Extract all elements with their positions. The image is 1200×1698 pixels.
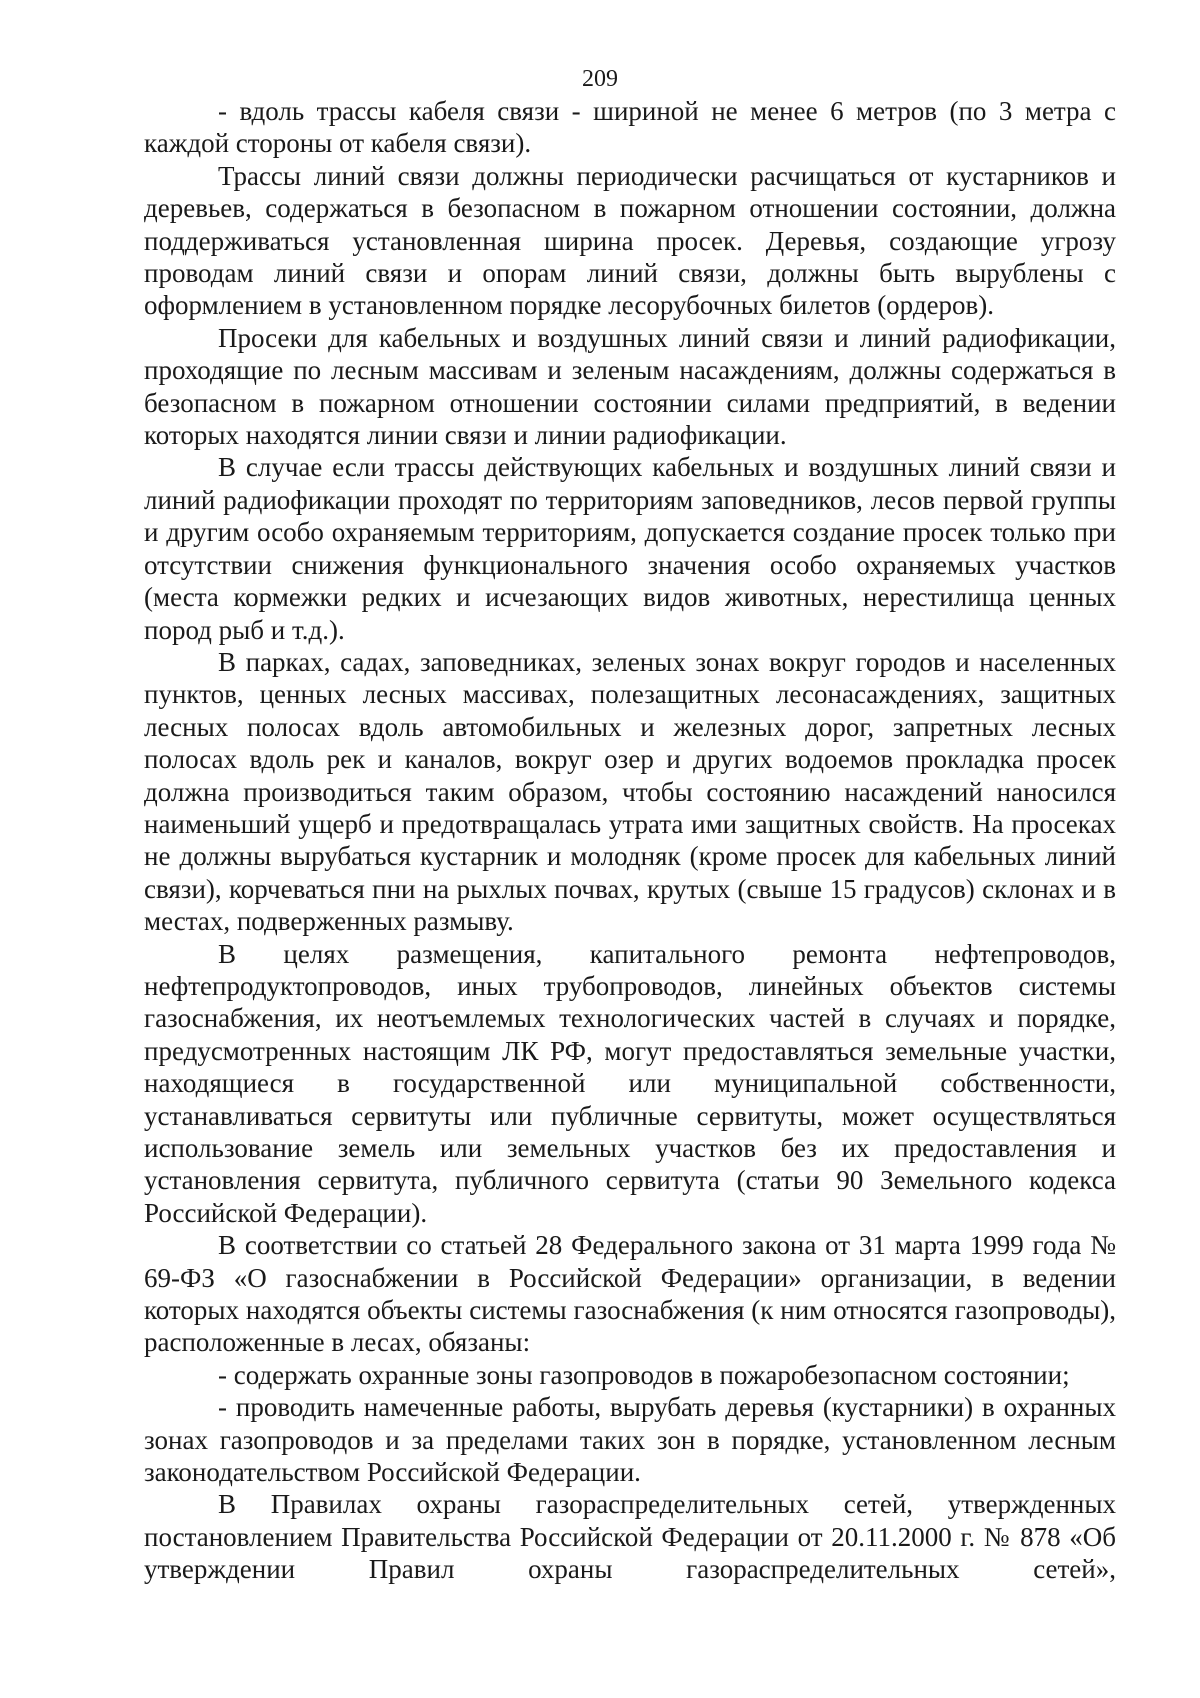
paragraph: В Правилах охраны газораспределительных сетей, утвержденных постановлением Правительства Российской Федерации от 20.11.2000 г. № 878 «Об утверждении Правил охраны газораспределительных сетей», — [144, 1489, 1116, 1585]
document-body — [144, 95, 1116, 1586]
paragraph: В случае если трассы действующих кабельных и воздушных линий связи и линий радиофикации проходят по территориям заповедников, лесов первой группы и другим особо охраняемым территориям, допускается создание просек только при отсутствии снижения функционального значения особо охраняемых участков (места кормежки редких и исчезающих видов животных, нерестилища ценных пород рыб и т.д.). — [144, 452, 1116, 645]
paragraph: - проводить намеченные работы, вырубать деревья (кустарники) в охранных зонах газопроводов и за пределами таких зон в порядке, установленном лесным законодательством Российской Федерации. — [144, 1392, 1116, 1488]
paragraph: - вдоль трассы кабеля связи - шириной не менее 6 метров (по 3 метра с каждой стороны от кабеля связи). — [144, 96, 1116, 159]
page-number: 209 — [582, 66, 618, 92]
paragraph: В соответствии со статьей 28 Федерального закона от 31 марта 1999 года № 69-ФЗ «О газоснабжении в Российской Федерации» организации, в ведении которых находятся объекты системы газоснабжения (к ним относятся газопроводы), расположенные в лесах, обязаны: — [144, 1230, 1116, 1358]
paragraph: Просеки для кабельных и воздушных линий связи и линий радиофикации, проходящие по лесным массивам и зеленым насаждениям, должны содержаться в безопасном в пожарном отношении состоянии силами предприятий, в ведении которых находятся линии связи и линии радиофикации. — [144, 322, 1116, 451]
paragraph: - содержать охранные зоны газопроводов в пожаробезопасном состоянии; — [218, 1359, 1070, 1390]
paragraph: В парках, садах, заповедниках, зеленых зонах вокруг городов и населенных пунктов, ценных лесных массивах, полезащитных лесонасаждениях, защитных лесных полосах вдоль автомобильных и железных дорог, запретных лесных полосах вдоль рек и каналов, вокруг озер и других водоемов прокладка просек должна производиться таким образом, чтобы состоянию насаждений наносился наименьший ущерб и предотвращалась утрата ими защитных свойств. На просеках не должны вырубаться кустарник и молодняк (кроме просек для кабельных линий связи), корчеваться пни на рыхлых почвах, крутых (свыше 15 градусов) склонах и в местах, подверженных размыву. — [144, 646, 1116, 937]
paragraph: Трассы линий связи должны периодически расчищаться от кустарников и деревьев, содержаться в безопасном в пожарном отношении состоянии, должна поддерживаться установленная ширина просек. Деревья, создающие угрозу проводам линий связи и опорам линий связи, должны быть вырублены с оформлением в установленном порядке лесорубочных билетов (ордеров). — [144, 160, 1116, 321]
paragraph: В целях размещения, капитального ремонта нефтепроводов, нефтепродуктопроводов, иных трубопроводов, линейных объектов системы газоснабжения, их неотъемлемых технологических частей в случаях и порядке, предусмотренных настоящим ЛК РФ, могут предоставляться земельные участки, находящиеся в государственной или муниципальной собственности, устанавливаться сервитуты или публичные сервитуты, может осуществляться использование земель или земельных участков без их предоставления и установления сервитута, публичного сервитута (статьи 90 Земельного кодекса Российской Федерации). — [144, 938, 1116, 1228]
